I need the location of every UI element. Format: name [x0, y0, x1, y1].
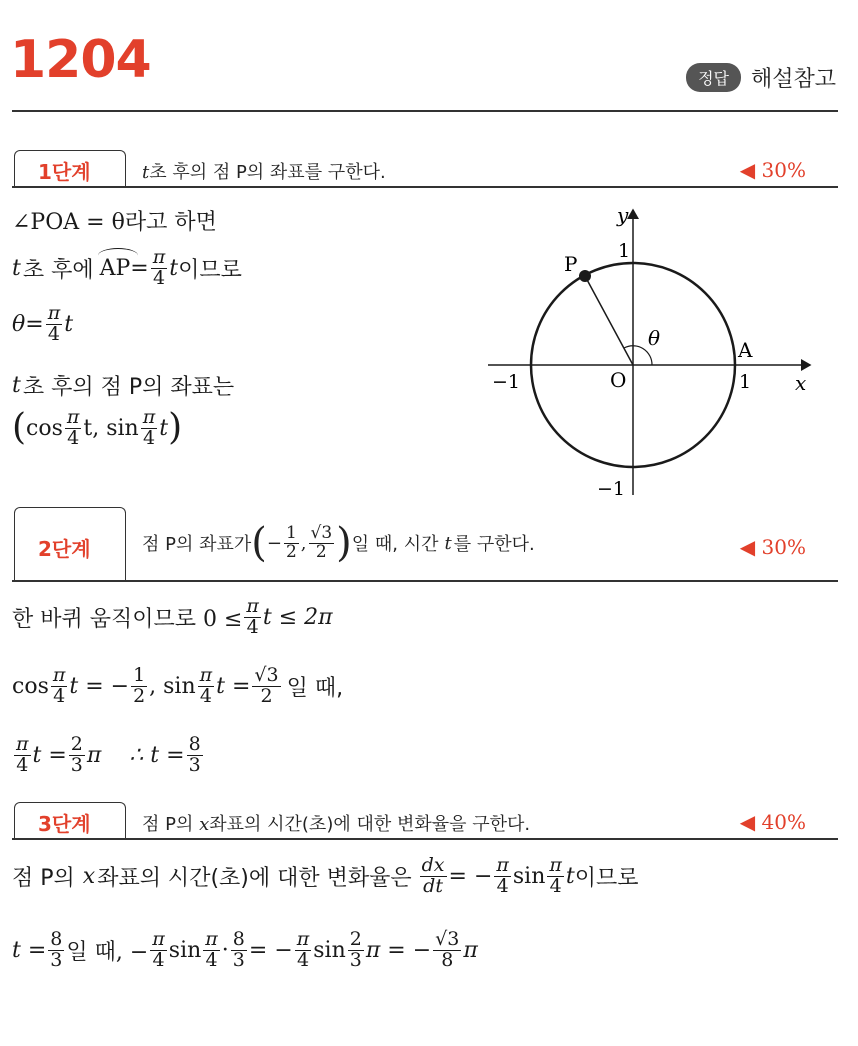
point-p-label: P	[564, 252, 578, 276]
step3-description: 점 P의 x좌표의 시간(초)에 대한 변화율을 구한다.	[142, 814, 531, 835]
point-p-dot	[579, 270, 591, 282]
step3-percent: ◀ 40%	[739, 810, 806, 834]
problem-number: 1204	[10, 30, 151, 90]
step1-rule	[12, 186, 838, 188]
step1-line1: ∠POA = θ라고 하면	[12, 210, 217, 235]
x-one-label: 1	[739, 371, 752, 393]
step3-label: 3단계	[38, 812, 91, 836]
answer-text: 해설참고	[750, 67, 836, 92]
y-one-label: 1	[618, 240, 631, 262]
unit-circle-diagram	[480, 205, 820, 500]
y-neg-one-label: −1	[597, 478, 626, 500]
answer-badge: 정답	[686, 63, 741, 92]
step1-line2: t 초 후에 AP = $\frac{\pi}{4}$ t 이므로	[12, 246, 242, 289]
step2-line3: $\frac{\pi}{4}$ t = $\frac{2}{3}$ π ∴ t = $\frac{8}{3}$	[16, 733, 201, 776]
x-neg-one-label: −1	[492, 371, 521, 393]
segment-op	[585, 276, 633, 365]
answer-section	[686, 62, 836, 93]
step2-label: 2단계	[38, 537, 91, 561]
origin-label: O	[610, 368, 627, 392]
header-rule	[12, 110, 838, 112]
step1-line4: t 초 후의 점 P의 좌표는	[12, 373, 235, 400]
step1-percent: ◀ 30%	[739, 158, 806, 182]
step3-line2: t = $\frac{8}{3}$ 일 때, − $\frac{\pi}{4}$ sin $\frac{\pi}{4}$ · $\frac{8}{3}$ = − $\frac{\pi}{4}$ sin $\frac{2}{3}$ π = − $\frac{√3}{8}$ π	[12, 928, 478, 971]
angle-theta-label: θ	[648, 326, 661, 350]
step2-description: 점 P의 좌표가 ( − $\frac{1}{2}$ , $\frac{√3}{2}$ ) 일 때, 시간 t 를 구한다.	[142, 520, 535, 566]
step2-line2: cos $\frac{\pi}{4}$ t = − $\frac{1}{2}$ , sin $\frac{\pi}{4}$ t = $\frac{√3}{2}$ 일 때,	[12, 664, 344, 707]
step1-description: t초 후의 점 P의 좌표를 구한다.	[142, 162, 386, 183]
step3-rule	[12, 838, 838, 840]
y-axis-label: y	[617, 205, 629, 227]
step3-line1: 점 P의 x 좌표의 시간(초)에 대한 변화율은 $\frac{dx}{dt}$ = − $\frac{\pi}{4}$ sin $\frac{\pi}{4}$ t 이므로	[12, 854, 639, 897]
point-a-label: A	[738, 338, 753, 362]
step1-line3: θ= $\frac{\pi}{4}$ t	[12, 302, 74, 345]
step1-line5: ( cos $\frac{\pi}{4}$ t, sin $\frac{\pi}{4}$ t )	[12, 406, 183, 449]
step2-line1: 한 바퀴 움직이므로 0 ≤ $\frac{\pi}{4}$ t ≤ 2π	[12, 595, 333, 638]
step2-percent: ◀ 30%	[739, 535, 806, 559]
step2-rule	[12, 580, 838, 582]
x-axis-label: x	[795, 371, 807, 395]
step1-label: 1단계	[38, 160, 91, 184]
arc-ap: AP	[100, 256, 131, 281]
